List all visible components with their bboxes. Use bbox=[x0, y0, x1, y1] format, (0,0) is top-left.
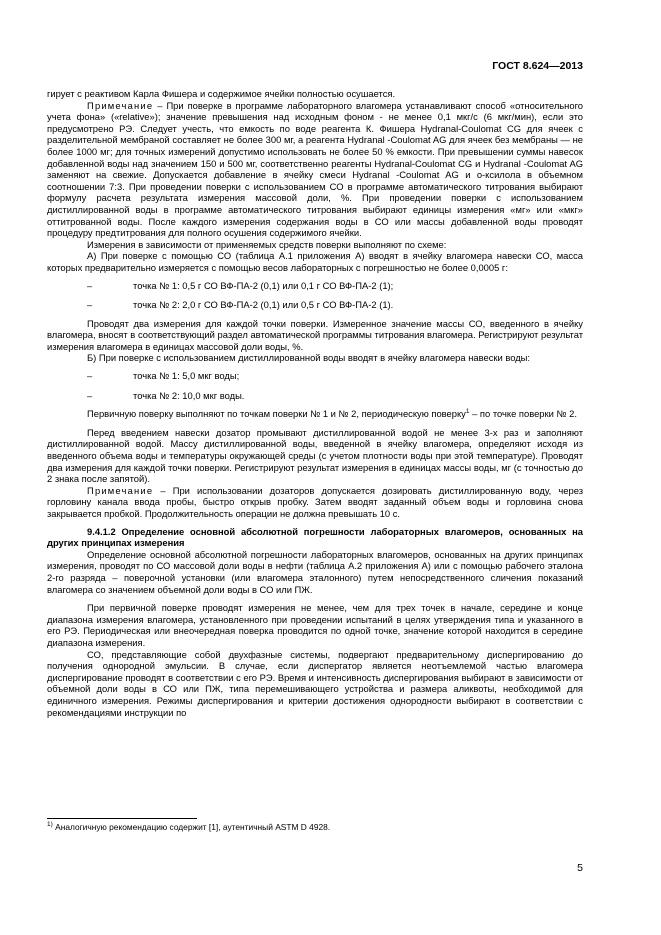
paragraph: При первичной поверке проводят измерения не менее, чем для трех точек в начале, середине и конце диапазона измерения влагомера, установленного при проведении испытаний в целях утверждения типа и указанного в его РЭ. Периодическая или внеочередная поверка проводится по одной точке, значение которой находится в середине диапазона измерения. bbox=[47, 602, 583, 648]
footnote-divider bbox=[47, 818, 197, 819]
list-item-text: точка № 2: 10,0 мкг воды. bbox=[133, 389, 245, 401]
list-item bbox=[47, 390, 583, 402]
list-item bbox=[47, 299, 583, 311]
note-label: Примечание bbox=[87, 484, 154, 496]
paragraph: Б) При поверке с использованием дистиллированной воды вводят в ячейку влагомера навески воды: bbox=[87, 352, 531, 364]
section-heading: 9.4.1.2 Определение основной абсолютной погрешности лабораторных влагомеров, основанных на других принципах измерения bbox=[47, 525, 583, 549]
note-text: – При использовании дозаторов допускается дозировать дистиллированную воду, через горловину канала ввода пробы, быстро открыв пробку. Затем вводят заданный объем воды и горловина снова закрывается пробкой. Продолжительность операции не должна превышать 10 с. bbox=[47, 484, 583, 519]
list-item-text: точка № 2: 2,0 г СО ВФ-ПА-2 (0,1) или 0,5 г СО ВФ-ПА-2 (1). bbox=[133, 299, 394, 311]
footnote bbox=[47, 822, 330, 832]
paragraph: СО, представляющие собой двухфазные системы, подвергают предварительному диспергированию до получения однородной эмульсии. В случае, если диспергатор является неотъемлемой частью влагомера диспергирование проводят в соответствии с его РЭ. Время и интенсивность диспергирования выбирают в зависимости от объемной доли воды в СО или ПЖ, типа перемешивающего устройства и размера аликвоты, необходимой для единичного измерения. Режимы диспергирования и критерии достижения однородности выбирают в соответствии с рекомендациями инструкции по bbox=[47, 648, 583, 718]
list-item-text: точка № 1: 0,5 г СО ВФ-ПА-2 (0,1) или 0,1 г СО ВФ-ПА-2 (1); bbox=[133, 279, 394, 291]
paragraph: Измерения в зависимости от применяемых средств поверки выполняют по схеме: bbox=[87, 238, 447, 250]
note-paragraph bbox=[47, 100, 583, 239]
dash-marker: – bbox=[87, 299, 93, 311]
list-item-text: точка № 1: 5,0 мкг воды; bbox=[133, 370, 240, 382]
dash-marker: – bbox=[87, 389, 93, 401]
paragraph: Проводят два измерения для каждой точки поверки. Измеренное значение массы СО, введенного в ячейку влагомера, вносят в соответствующий раздел автоматической программы титрования влагомера. Регистрируют результат измерения влагомера в единицах массовой доли воды, %. bbox=[47, 317, 583, 352]
paragraph: Первичную поверку выполняют по точкам поверки № 1 и № 2, периодическую поверку$^1$ – по точке поверки № 2. bbox=[87, 408, 577, 420]
footnote-text: Аналогичную рекомендацию содержит [1], аутентичный ASTM D 4928. bbox=[52, 822, 331, 832]
paragraph: Определение основной абсолютной погрешности лабораторных влагомеров, основанных на других принципах измерения, проводят по СО массовой доли воды в нефти (таблица А.2 приложения А) или с помощью рабочего эталона 2-го разряда – поверочной установки (или влагомера эталонного) путем непосредственного сличения показаний влагомера со значением объемной доли воды в СО или ПЖ. bbox=[47, 548, 583, 595]
paragraph: Перед введением навески дозатор промывают дистиллированной водой не менее 3-х раз и заполняют дистиллированной водой. Массу дистиллированной воды, введенной в ячейку влагомера, определяют исходя из введенного объема воды и температуры окружающей среды (с учетом плотности воды при этой температуре). Проводят два измерения для каждой точки поверки. Регистрируют результат измерения в единицах массы воды, мг (с точностью до 2 знака после запятой). bbox=[47, 426, 583, 485]
dash-marker: – bbox=[87, 370, 93, 382]
footnote-mark: 1) bbox=[47, 821, 53, 829]
note-label: Примечание bbox=[87, 99, 154, 111]
list-item bbox=[47, 370, 583, 382]
dash-marker: – bbox=[87, 279, 93, 291]
note-paragraph bbox=[47, 485, 583, 520]
list-item bbox=[47, 280, 583, 292]
page-header-standard-number: ГОСТ 8.624—2013 bbox=[492, 60, 583, 72]
paragraph: А) При поверке с помощью СО (таблица А.1 приложения А) вводят в ячейку влагомера навески СО, масса которых предварительно измеряется с помощью весов лабораторных с погрешностью не более 0,0005 г: bbox=[47, 250, 583, 273]
page-number: 5 bbox=[577, 862, 583, 874]
paragraph: гирует с реактивом Карла Фишера и содержимое ячейки полностью осушается. bbox=[47, 88, 396, 99]
document-body bbox=[47, 88, 583, 718]
footnote-reference: 1 bbox=[465, 408, 470, 416]
note-text: – При поверке в программе лабораторного влагомера устанавливают способ «относительного учета фона» («relative»); значение превышения над исходным фоном - не менее 0,1 мкг/с (6 мкг/мин), если это предусмотрено РЭ. Следует учесть, что емкость по воде реагента К. Фишера Hydranal-Coulomat CG для ячеек с разделительной мембраной составляет не более 300 мг, а реагента Hydranal -Coulomat AG для ячеек без мембраны — не более 1000 мг; для точных измерений допустимо использовать не более 50 % емкости. При превышении суммы навесок добавленной воды над значением 150 и 500 мг, соответственно реагенты Hydranal-Coulomat CG и Hydranal -Coulomat AG заменяют на свежие. Допускается добавление в ячейку смеси Hydranal -Coulomat AG и о-ксилола в объемном соотношении 7:3. При проведении поверки с использованием СО в программе автоматического титрования выбирают формулу расчета результата измерения массовой доли, %. При проведении поверки с использованием дистиллированной воды в программе автоматического титрования выбирают единицы измерения «мг» или «мкг» оттитрованной воды. После каждого измерения содержания воды в СО или массы добавленной воды проводят процедуру предтитрования для полного осушения содержимого ячейки. bbox=[47, 99, 583, 239]
